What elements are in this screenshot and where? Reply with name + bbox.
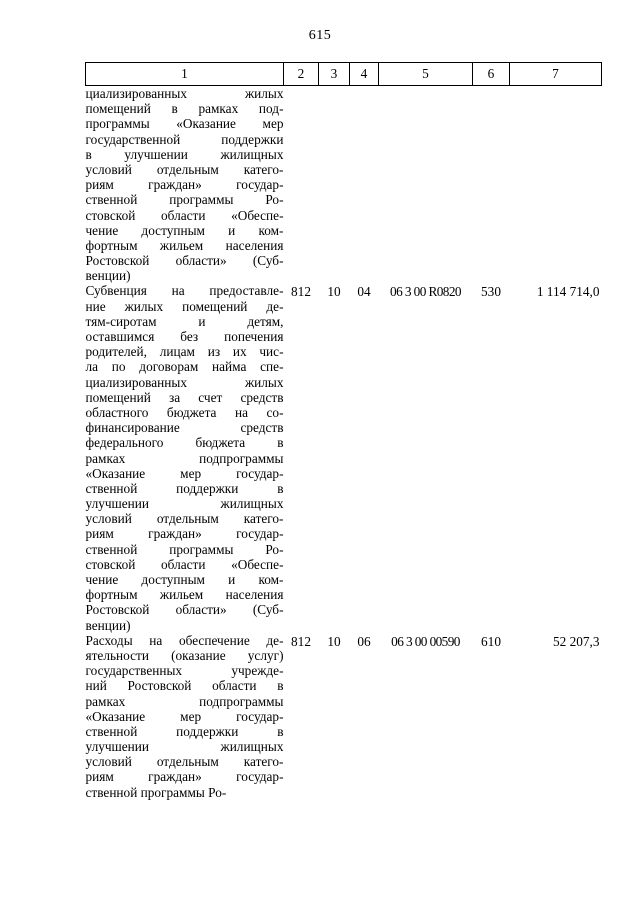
subsection-cell: 06 [357,633,371,649]
amount-cell: 52 207,3 [552,633,600,649]
row-name-line: риям граждан» государ- [85,769,284,785]
row-name-line: помещений в рамках под- [85,101,284,117]
row-name-line: областного бюджета на со- [85,404,284,420]
row-name-line: условий отдельным катего- [85,161,284,177]
section-cell [319,86,350,284]
column-header-2: 2 [284,63,319,86]
table-row [86,633,602,800]
row-name-line: ятельности (оказание услуг) [85,647,284,663]
row-name-line: государственных учрежде- [85,663,284,679]
row-name-line: «Оказание мер государ- [85,708,284,724]
expense-type-cell: 530 [481,284,501,300]
row-name-line: помещений за счет средств [85,389,284,405]
table-header-row [86,63,602,86]
column-header-1: 1 [86,63,284,86]
section-cell: 10 [327,633,341,649]
column-header-6: 6 [473,63,510,86]
row-name-line: Расходы на обеспечение де- [85,632,284,648]
row-name-line: Субвенция на предоставле- [85,283,284,299]
row-name-line: риям граждан» государ- [85,177,284,193]
amount-cell [510,86,602,284]
row-name-line: ственной программы Ро- [85,192,284,208]
column-header-5: 5 [379,63,473,86]
row-name-line: улучшении жилищных [85,739,284,755]
row-name-line: риям граждан» государ- [85,526,284,542]
row-name-line: ственной программы Ро- [85,784,227,800]
target-article-cell: 06 3 00 00590 [391,633,460,649]
row-name-line: чение доступным и ком- [85,572,284,587]
expense-type-cell [473,86,510,284]
column-header-3: 3 [319,63,350,86]
target-article-cell [379,86,473,284]
row-name-cell [86,633,284,800]
admin-code-cell: 812 [291,633,311,649]
row-name-line: циализированных жилых [85,86,284,101]
row-name-line: тям-сиротам и детям, [85,313,284,329]
row-name-line: «Оказание мер государ- [85,465,284,481]
row-name-cell [86,283,284,632]
row-name-line: программы «Оказание мер [85,116,284,132]
row-name-line: Ростовской области» (Суб- [85,602,284,618]
row-name-line: фортным жильем населения [85,237,284,253]
row-name-line: ние жилых помещений де- [85,298,284,314]
admin-code-cell: 812 [291,284,311,300]
target-article-cell: 06 3 00 R0820 [390,284,461,300]
row-name-line: ственной программы Ро- [85,541,284,557]
row-name-line: рамках подпрограммы [85,450,284,466]
row-name-line: стовской области «Обеспе- [85,556,284,572]
table-row [86,86,602,284]
row-name-line: ственной поддержки в [85,723,284,739]
row-name-line: в улучшении жилищных [85,146,284,162]
row-name-line: чение доступным и ком- [85,222,284,238]
column-header-7: 7 [510,63,602,86]
row-name-line: стовской области «Обеспе- [85,207,284,223]
row-name-line: циализированных жилых [85,374,284,390]
row-name-cell [86,86,284,284]
table-body [86,86,602,800]
admin-code-cell [284,86,319,284]
table-row [86,283,602,632]
row-name-line: ний Ростовской области в [85,678,284,694]
row-name-line: ла по договорам найма спе- [85,359,284,375]
subsection-cell: 04 [357,284,371,300]
subsection-cell [350,86,379,284]
expense-type-cell: 610 [481,633,501,649]
row-name-line: ственной поддержки в [85,480,284,496]
column-header-4: 4 [350,63,379,86]
row-name-line: федерального бюджета в [85,435,284,451]
section-cell: 10 [327,284,341,300]
row-name-line: финансирование средств [85,420,284,436]
page-number: 615 [308,28,332,43]
row-name-line: фортным жильем населения [85,587,284,603]
row-name-line: венции) [85,268,131,284]
row-name-line: рамках подпрограммы [85,693,284,709]
row-name-line: оставшимся без попечения [85,329,284,344]
row-name-line: улучшении жилищных [85,496,284,512]
row-name-line: родителей, лицам из их чис- [85,344,284,360]
amount-cell: 1 114 714,0 [536,284,600,300]
row-name-line: условий отдельным катего- [85,754,284,770]
row-name-line: условий отдельным катего- [85,511,284,527]
table-header [86,63,602,86]
row-name-line: государственной поддержки [85,131,284,147]
row-name-line: Ростовской области» (Суб- [85,253,284,269]
row-name-line: венции) [85,617,131,633]
budget-table [85,62,602,800]
